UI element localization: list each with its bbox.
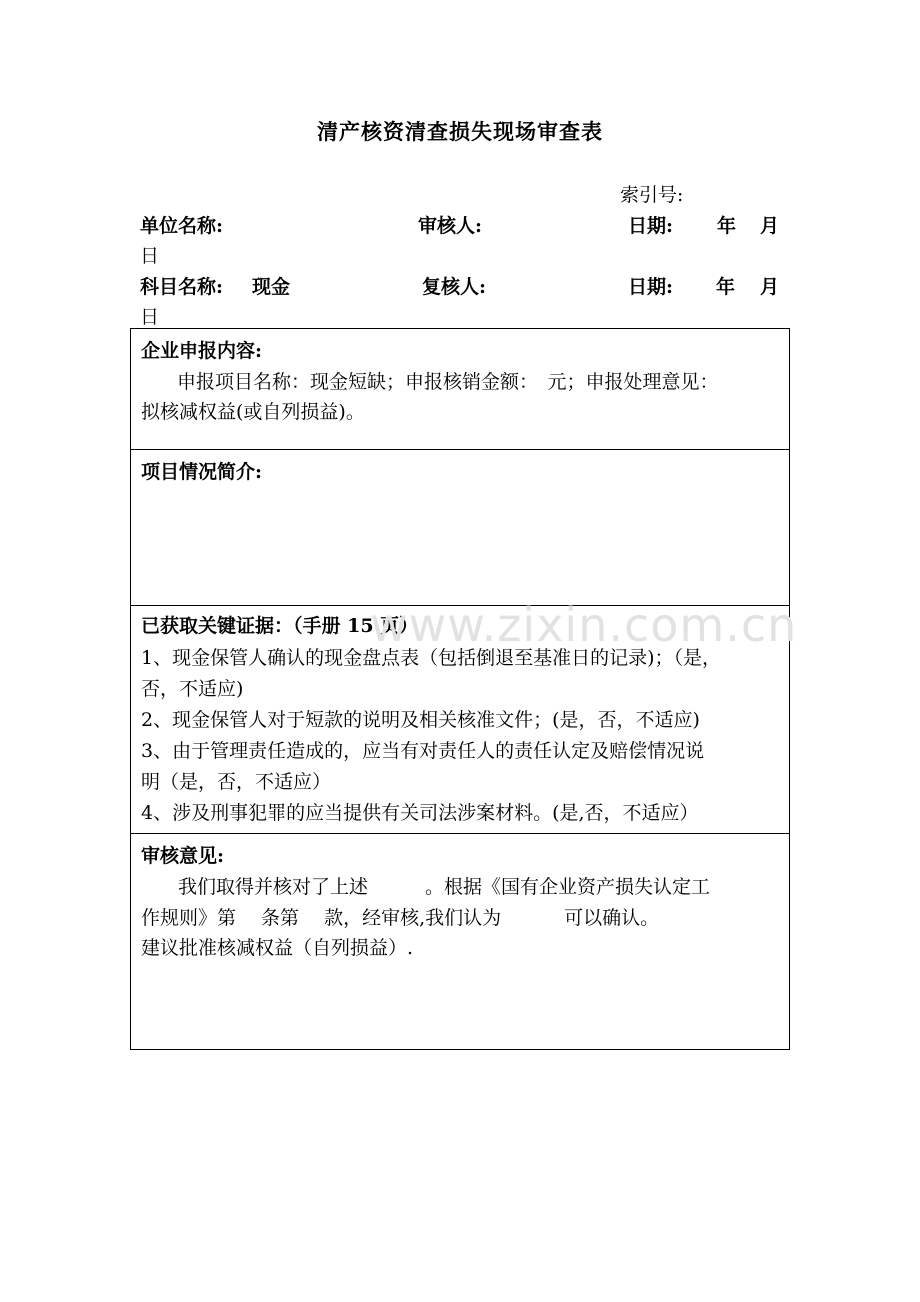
reviewer-label: 审核人: bbox=[418, 215, 483, 237]
unit-name-label: 单位名称: bbox=[140, 215, 224, 237]
rereview-date-label: 日期: bbox=[628, 276, 674, 298]
evidence-heading: 已获取关键证据：（手册 15 页） bbox=[141, 615, 419, 637]
declaration-section bbox=[131, 329, 789, 450]
rereview-date-year: 年 bbox=[716, 276, 736, 298]
evidence-line-5: 明（是，否，不适应） bbox=[141, 771, 332, 793]
subject-name-value: 现金 bbox=[252, 276, 291, 298]
index-number-label: 索引号: bbox=[620, 184, 684, 206]
evidence-line-1: 1、现金保管人确认的现金盘点表（包括倒退至基准日的记录)；（是， bbox=[141, 647, 722, 669]
page-title: 清产核资清查损失现场审查表 bbox=[317, 119, 603, 144]
opinion-section bbox=[131, 834, 789, 1050]
evidence-line-6: 4、涉及刑事犯罪的应当提供有关司法涉案材料。(是,否，不适应） bbox=[141, 802, 699, 824]
overview-section bbox=[131, 450, 789, 606]
declaration-heading: 企业申报内容: bbox=[141, 340, 263, 362]
declaration-line-1: 申报项目名称：现金短缺；申报核销金额： 元；申报处理意见： bbox=[177, 371, 719, 393]
review-table bbox=[130, 328, 790, 1050]
opinion-heading: 审核意见: bbox=[141, 845, 225, 867]
rereview-date-day: 日 bbox=[140, 306, 160, 328]
review-date-month: 月 bbox=[760, 215, 780, 237]
rereviewer-label: 复核人: bbox=[422, 276, 487, 298]
review-date-year: 年 bbox=[717, 215, 737, 237]
review-date-label: 日期: bbox=[628, 215, 674, 237]
watermark: www.zixin.com.cn bbox=[370, 598, 798, 652]
opinion-line-1: 我们取得并核对了上述 。根据《国有企业资产损失认定工 bbox=[178, 876, 711, 898]
opinion-line-3: 建议批准核减权益（自列损益）. bbox=[141, 937, 414, 959]
overview-heading: 项目情况简介: bbox=[141, 461, 263, 483]
opinion-line-2: 作规则》第 条第 款，经审核,我们认为 可以确认。 bbox=[141, 907, 660, 929]
evidence-line-4: 3、由于管理责任造成的，应当有对责任人的责任认定及赔偿情况说 bbox=[141, 740, 705, 762]
review-date-day: 日 bbox=[140, 245, 160, 267]
subject-name-label: 科目名称: bbox=[140, 276, 224, 298]
declaration-line-2: 拟核减权益(或自列损益)。 bbox=[141, 401, 365, 423]
evidence-line-3: 2、现金保管人对于短款的说明及相关核准文件；(是，否，不适应) bbox=[141, 709, 700, 731]
rereview-date-month: 月 bbox=[760, 276, 780, 298]
evidence-line-2: 否，不适应) bbox=[141, 678, 244, 700]
